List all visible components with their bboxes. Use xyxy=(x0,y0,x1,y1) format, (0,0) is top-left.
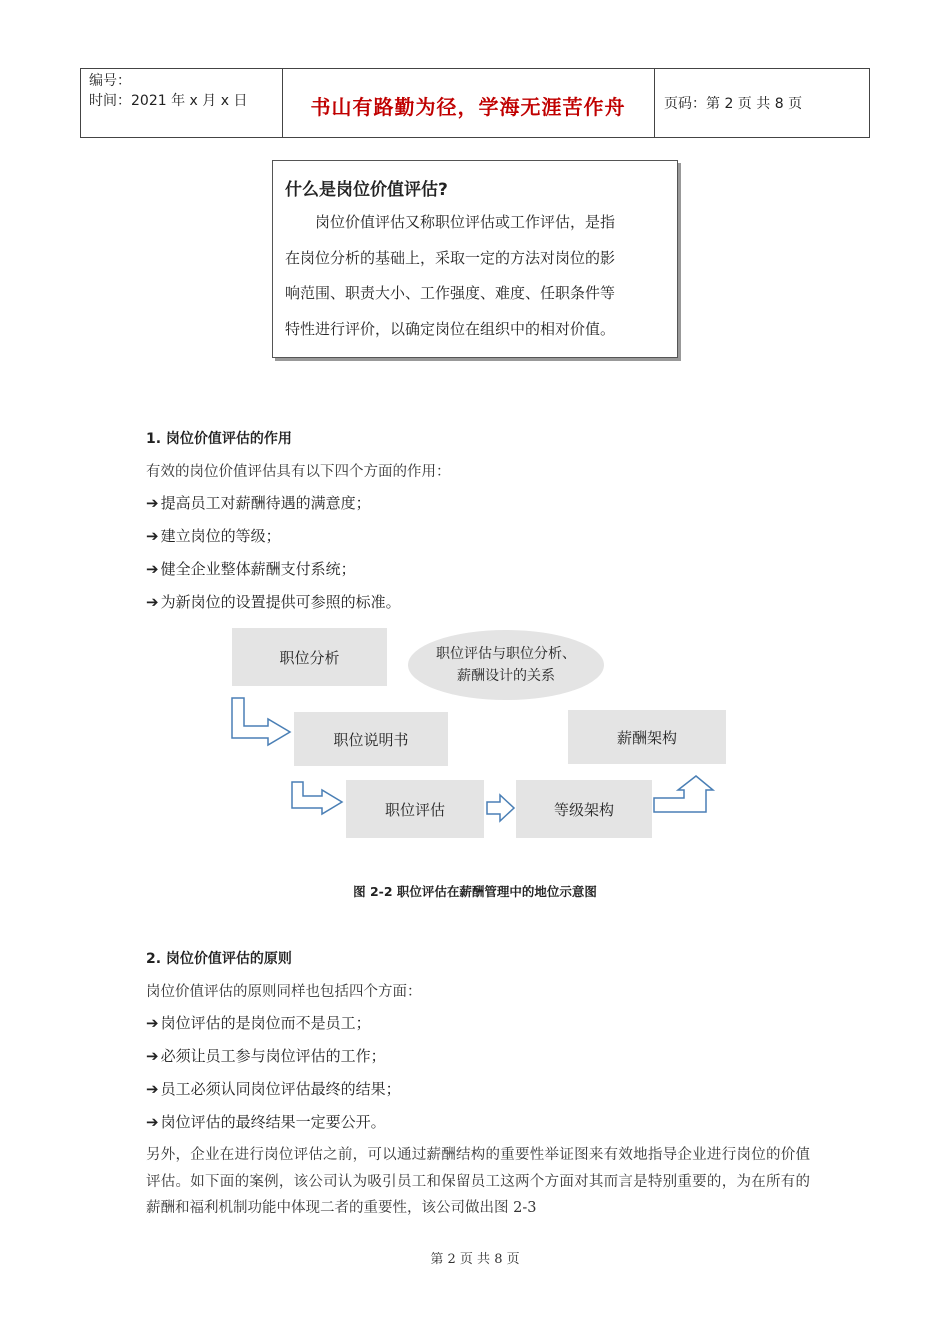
figure-caption: 图 2-2 职位评估在薪酬管理中的地位示意图 xyxy=(353,884,597,899)
arrow-icon: ➔ xyxy=(146,593,159,611)
bent-arrow-icon xyxy=(292,782,342,814)
arrow-icon: ➔ xyxy=(146,1113,159,1131)
box-salary-structure: 薪酬架构 xyxy=(568,710,726,764)
arrow-icon: ➔ xyxy=(146,494,159,512)
up-arrow-icon xyxy=(654,776,713,812)
arrow-icon: ➔ xyxy=(146,560,159,578)
page-footer: 第 2 页 共 8 页 xyxy=(430,1252,520,1267)
section1-intro: 有效的岗位价值评估具有以下四个方面的作用： xyxy=(146,464,451,480)
header-date: 时间：2021 年 x 月 x 日 xyxy=(89,93,248,109)
header-motto: 书山有路勤为径，学海无涯苦作舟 xyxy=(310,95,626,119)
definition-line: 岗位价值评估又称职位评估或工作评估，是指 xyxy=(315,213,616,231)
box-job-description: 职位说明书 xyxy=(294,712,448,766)
list-item: ➔ 健全企业整体薪酬支付系统； xyxy=(146,560,356,578)
list-item: ➔ 岗位评估的是岗位而不是员工； xyxy=(146,1014,371,1032)
list-item: ➔ 为新岗位的设置提供可参照的标准。 xyxy=(146,593,401,611)
box-grade-structure: 等级架构 xyxy=(516,780,652,838)
list-item: ➔ 提高员工对薪酬待遇的满意度； xyxy=(146,494,371,512)
header-number: 编号： xyxy=(89,73,131,89)
arrow-icon: ➔ xyxy=(146,1014,159,1032)
definition-line: 在岗位分析的基础上，采取一定的方法对岗位的影 xyxy=(285,248,616,267)
section2-title: 2. 岗位价值评估的原则 xyxy=(146,951,292,967)
closing-paragraph: 另外，企业在进行岗位评估之前，可以通过薪酬结构的重要性举证图来有效地指导企业进行岗位的价值评估。如下面的案例，该公司认为吸引员工和保留员工这两个方面对其而言是特别重要的，为在所有的薪酬和福利机制功能中体现二者的重要性，该公司做出图 2-3 xyxy=(146,1147,810,1216)
box-job-analysis: 职位分析 xyxy=(232,628,387,686)
list-item: ➔ 员工必须认同岗位评估最终的结果； xyxy=(146,1080,401,1098)
definition-line: 特性进行评价，以确定岗位在组织中的相对价值。 xyxy=(285,319,616,338)
definition-title: 什么是岗位价值评估? xyxy=(285,180,448,200)
header-page-number: 页码：第 2 页 共 8 页 xyxy=(664,96,803,112)
oval-relationship: 职位评估与职位分析、 薪酬设计的关系 xyxy=(408,630,604,700)
list-item: ➔ 岗位评估的最终结果一定要公开。 xyxy=(146,1113,386,1131)
bent-arrow-icon xyxy=(232,698,290,745)
arrow-icon: ➔ xyxy=(146,1047,159,1065)
list-item: ➔ 必须让员工参与岗位评估的工作； xyxy=(146,1047,386,1065)
list-item: ➔ 建立岗位的等级； xyxy=(146,527,281,545)
right-arrow-icon xyxy=(487,795,514,821)
definition-line: 响范围、职责大小、工作强度、难度、任职条件等 xyxy=(285,284,616,302)
arrow-icon: ➔ xyxy=(146,527,159,545)
arrow-icon: ➔ xyxy=(146,1080,159,1098)
box-job-evaluation: 职位评估 xyxy=(346,780,484,838)
section2-intro: 岗位价值评估的原则同样也包括四个方面： xyxy=(146,984,422,1000)
section1-title: 1. 岗位价值评估的作用 xyxy=(146,431,292,447)
